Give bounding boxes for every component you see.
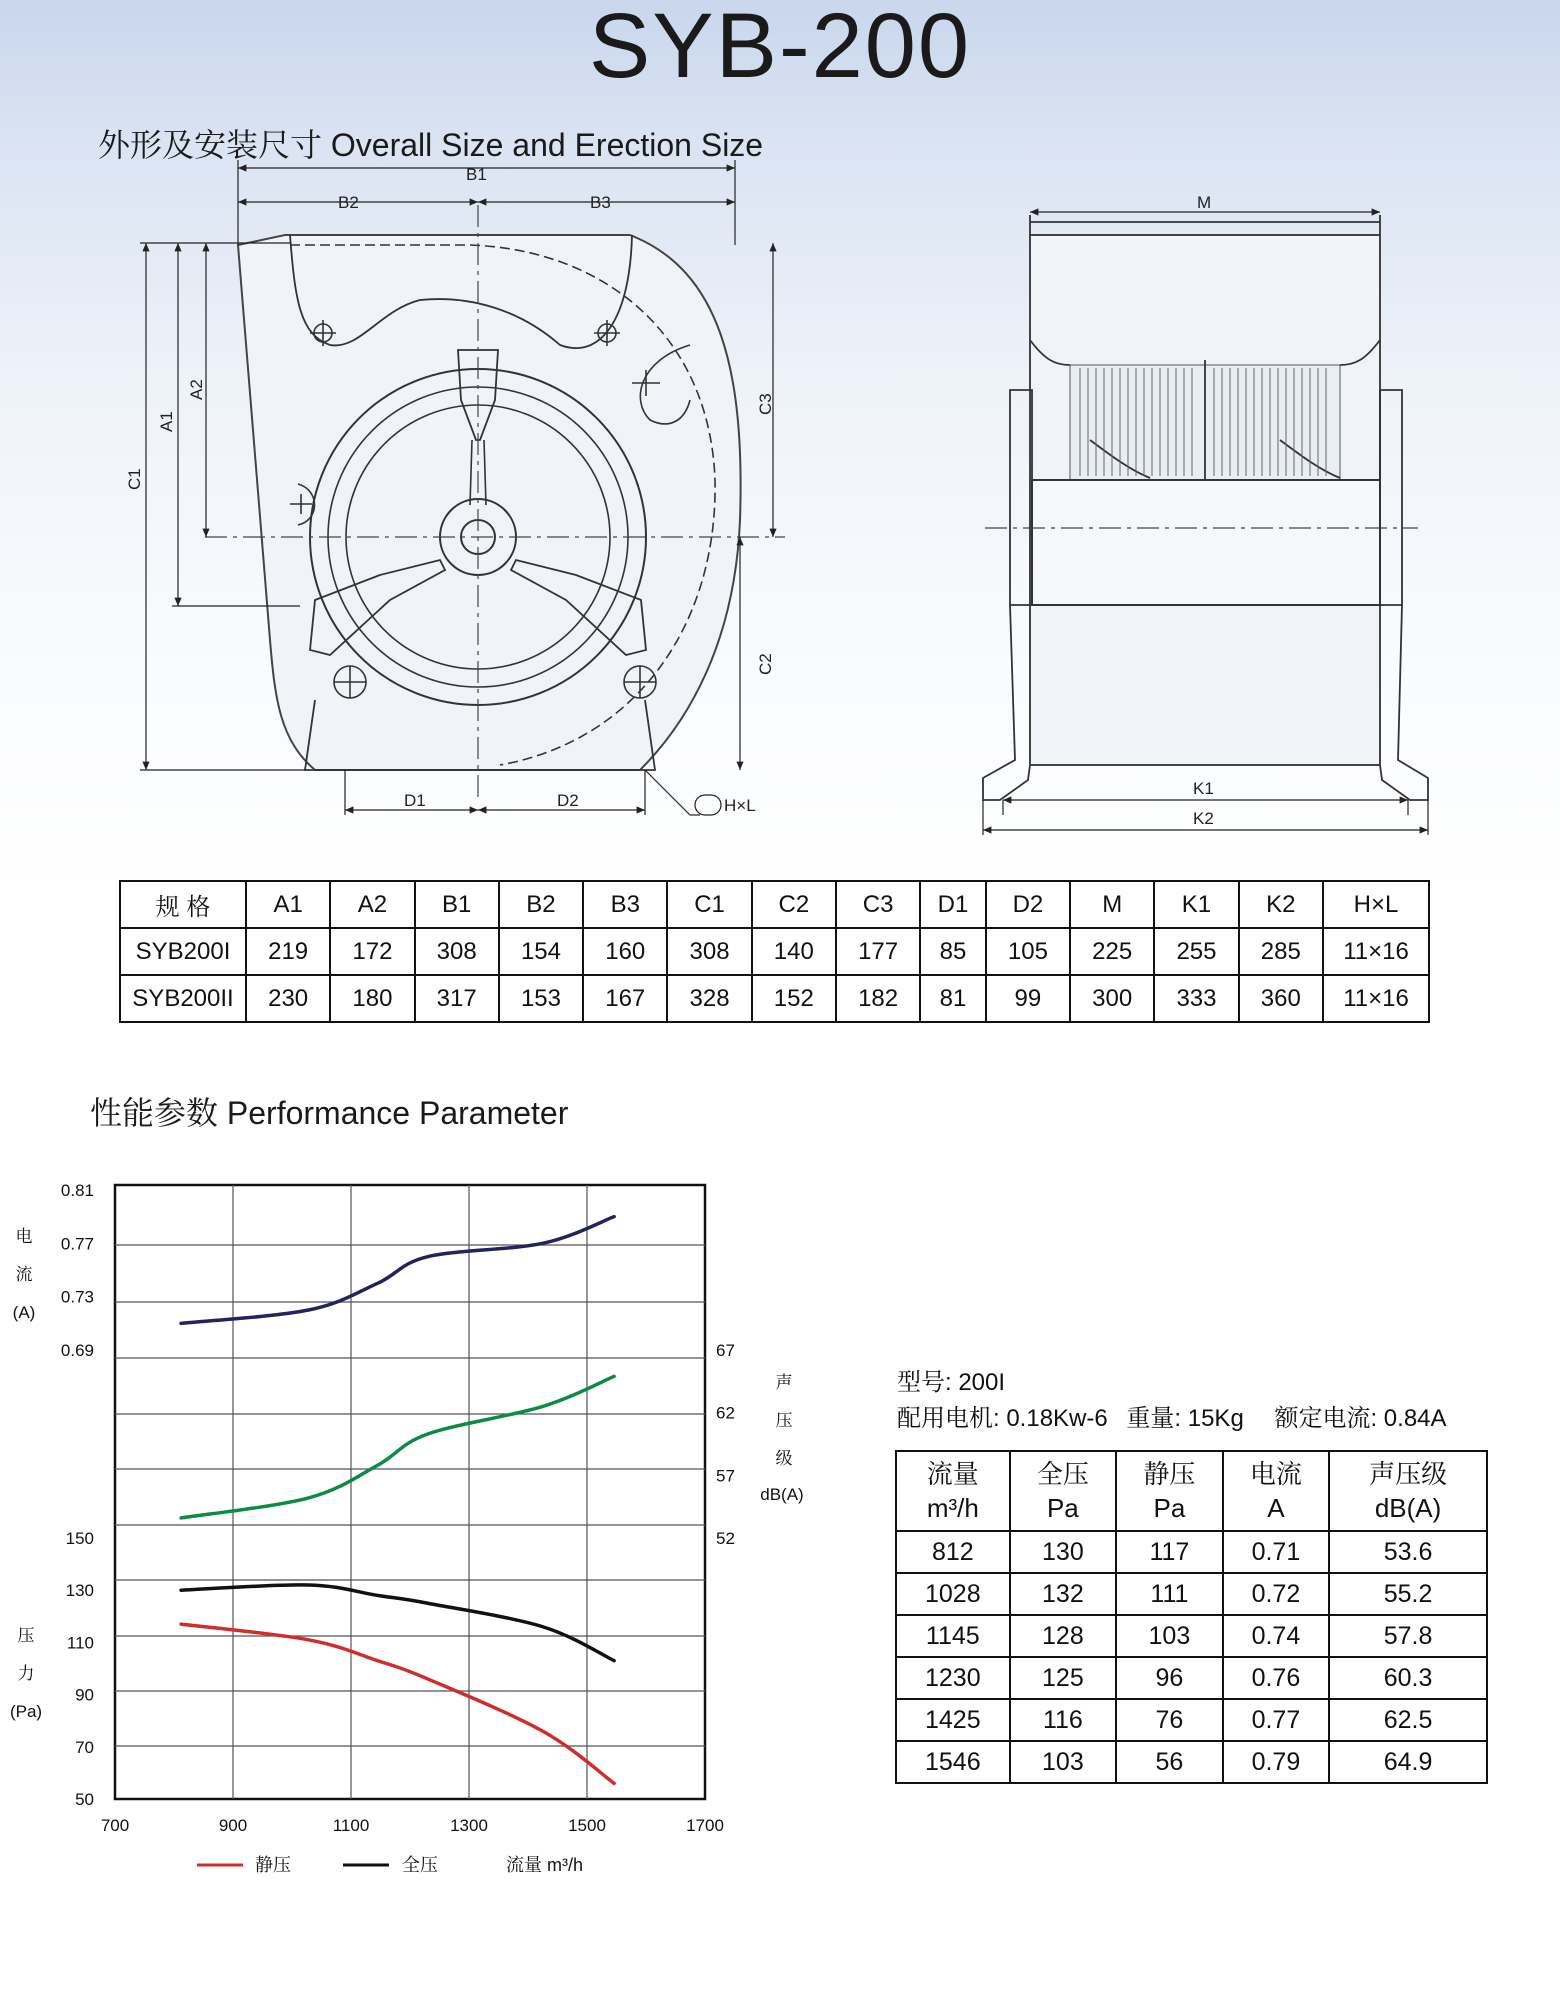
- table-cell: 132: [1010, 1573, 1117, 1615]
- header-cell: K1: [1154, 881, 1238, 928]
- header-cell: 规 格: [120, 881, 246, 928]
- sound-axis-label: 压: [775, 1411, 793, 1430]
- table-cell: 53.6: [1329, 1531, 1487, 1573]
- x-tick-label: 700: [100, 1816, 130, 1835]
- current-tick-label: 0.73: [60, 1287, 94, 1307]
- table-cell: 182: [836, 975, 920, 1022]
- pressure-tick-label: 130: [65, 1581, 94, 1601]
- motor-spec: 配用电机: 0.18Kw-6: [897, 1405, 1108, 1432]
- label-A2: A2: [187, 379, 206, 400]
- dimension-drawings: [0, 0, 1560, 870]
- x-tick-label: 900: [218, 1816, 248, 1835]
- header-cell: D2: [986, 881, 1070, 928]
- table-cell: 105: [986, 928, 1070, 975]
- label-HxL: H×L: [724, 796, 756, 815]
- table-cell: SYB200I: [120, 928, 246, 975]
- sound-axis-label: 声: [775, 1373, 793, 1392]
- performance-heading: 性能参数 Performance Parameter: [90, 1095, 569, 1131]
- table-cell: 99: [986, 975, 1070, 1022]
- table-row: [896, 1573, 1487, 1615]
- header-unit: Pa: [1046, 1493, 1079, 1523]
- table-cell: 128: [1010, 1615, 1117, 1657]
- x-tick-label: 1100: [332, 1816, 370, 1835]
- table-cell: 317: [415, 975, 499, 1022]
- header-cell: H×L: [1323, 881, 1429, 928]
- table-cell: 812: [896, 1531, 1010, 1573]
- label-C2: C2: [756, 653, 775, 675]
- label-B1: B1: [466, 165, 487, 184]
- header-cell: A2: [330, 881, 414, 928]
- x-tick-label: 1300: [450, 1816, 488, 1835]
- table-cell: 116: [1010, 1699, 1117, 1741]
- model-info: [897, 1365, 1447, 1437]
- table-cell: 1546: [896, 1741, 1010, 1783]
- table-cell: 96: [1116, 1657, 1223, 1699]
- weight-spec: 重量: 15Kg: [1126, 1405, 1244, 1432]
- table-cell: 255: [1154, 928, 1238, 975]
- current-tick-label: 0.69: [60, 1341, 94, 1360]
- label-D1: D1: [404, 791, 426, 810]
- label-A1: A1: [157, 411, 176, 432]
- table-row: [120, 975, 1429, 1022]
- table-cell: 219: [246, 928, 330, 975]
- header-line: 电流: [1249, 1459, 1302, 1489]
- table-cell: 1425: [896, 1699, 1010, 1741]
- performance-table: [895, 1450, 1488, 1784]
- table-row: [896, 1699, 1487, 1741]
- table-cell: 60.3: [1329, 1657, 1487, 1699]
- table-cell: 76: [1116, 1699, 1223, 1741]
- sound-axis-label: 级: [775, 1449, 793, 1468]
- current-tick-label: 0.77: [60, 1234, 94, 1254]
- header-cell: [896, 1451, 1010, 1531]
- label-M: M: [1197, 193, 1212, 212]
- current-axis-label: (A): [12, 1303, 36, 1322]
- header-cell: [1116, 1451, 1223, 1531]
- header-line: 声压级: [1369, 1459, 1448, 1489]
- table-cell: 153: [499, 975, 583, 1022]
- table-cell: 160: [583, 928, 667, 975]
- sound-axis-label: dB(A): [760, 1485, 804, 1504]
- sound-tick-label: 57: [716, 1466, 735, 1486]
- table-cell: 11×16: [1323, 975, 1429, 1022]
- table-cell: 1028: [896, 1573, 1010, 1615]
- header-cell: B3: [583, 881, 667, 928]
- pressure-tick-label: 150: [65, 1529, 94, 1548]
- table-cell: 167: [583, 975, 667, 1022]
- label-C3: C3: [756, 393, 775, 415]
- table-cell: 0.79: [1223, 1741, 1330, 1783]
- chart-legend: [197, 1855, 583, 1875]
- pressure-tick-label: 70: [75, 1737, 94, 1757]
- legend-label-total: 全压: [402, 1855, 438, 1875]
- x-tick-label: 1700: [686, 1816, 724, 1835]
- x-tick-label: 1500: [568, 1816, 606, 1835]
- sound-tick-label: 67: [716, 1341, 735, 1360]
- current-axis-label: 电: [15, 1227, 33, 1246]
- table-cell: 230: [246, 975, 330, 1022]
- table-cell: 285: [1239, 928, 1323, 975]
- header-line: 流量: [926, 1459, 979, 1489]
- table-cell: 0.72: [1223, 1573, 1330, 1615]
- sound-tick-label: 62: [716, 1403, 735, 1423]
- table-cell: 328: [667, 975, 751, 1022]
- header-line: 全压: [1036, 1459, 1089, 1489]
- pressure-tick-label: 50: [75, 1790, 94, 1809]
- header-cell: [1329, 1451, 1487, 1531]
- perf-table-header: [896, 1451, 1487, 1531]
- size-table-header: [120, 881, 1429, 928]
- table-cell: 140: [752, 928, 836, 975]
- table-cell: 56: [1116, 1741, 1223, 1783]
- pressure-tick-label: 110: [66, 1633, 94, 1653]
- header-cell: M: [1070, 881, 1154, 928]
- table-cell: 55.2: [1329, 1573, 1487, 1615]
- label-K2: K2: [1193, 809, 1214, 828]
- header-cell: B2: [499, 881, 583, 928]
- table-cell: 300: [1070, 975, 1154, 1022]
- table-cell: 180: [330, 975, 414, 1022]
- table-cell: 0.71: [1223, 1531, 1330, 1573]
- label-K1: K1: [1193, 779, 1214, 798]
- header-cell: K2: [1239, 881, 1323, 928]
- table-cell: 0.76: [1223, 1657, 1330, 1699]
- table-cell: 103: [1010, 1741, 1117, 1783]
- pressure-axis-label: 力: [17, 1664, 35, 1683]
- current-axis-label: 流: [15, 1265, 33, 1284]
- table-cell: 62.5: [1329, 1699, 1487, 1741]
- table-cell: 1145: [896, 1615, 1010, 1657]
- table-cell: 177: [836, 928, 920, 975]
- table-cell: 333: [1154, 975, 1238, 1022]
- header-cell: [1010, 1451, 1117, 1531]
- plot-frame: [115, 1185, 705, 1799]
- table-cell: 103: [1116, 1615, 1223, 1657]
- table-cell: 0.77: [1223, 1699, 1330, 1741]
- table-cell: 64.9: [1329, 1741, 1487, 1783]
- label-B3: B3: [590, 193, 611, 212]
- table-cell: 125: [1010, 1657, 1117, 1699]
- table-cell: 225: [1070, 928, 1154, 975]
- header-cell: C3: [836, 881, 920, 928]
- sound-tick-label: 52: [716, 1529, 735, 1548]
- pressure-tick-label: 90: [75, 1685, 94, 1705]
- header-cell: C2: [752, 881, 836, 928]
- model-line: 型号: 200I: [897, 1369, 1006, 1396]
- table-cell: 1230: [896, 1657, 1010, 1699]
- dimension-heading: 外形及安装尺寸 Overall Size and Erection Size: [98, 127, 764, 163]
- table-cell: 117: [1116, 1531, 1223, 1573]
- table-cell: 308: [667, 928, 751, 975]
- pressure-axis-label: (Pa): [9, 1702, 43, 1721]
- page-title: SYB-200: [588, 0, 972, 97]
- header-unit: A: [1267, 1493, 1285, 1523]
- legend-label-static: 静压: [255, 1855, 291, 1875]
- performance-chart: [0, 1160, 860, 1900]
- table-cell: 111: [1116, 1573, 1223, 1615]
- table-cell: 172: [330, 928, 414, 975]
- size-table: [119, 880, 1430, 1023]
- table-row: [896, 1531, 1487, 1573]
- table-cell: 154: [499, 928, 583, 975]
- header-line: 静压: [1143, 1459, 1196, 1489]
- table-cell: 0.74: [1223, 1615, 1330, 1657]
- table-row: [896, 1741, 1487, 1783]
- header-cell: B1: [415, 881, 499, 928]
- pressure-axis-label: 压: [17, 1626, 35, 1645]
- label-C1: C1: [125, 468, 144, 490]
- table-cell: 85: [920, 928, 986, 975]
- header-unit: m³/h: [926, 1493, 979, 1523]
- header-cell: D1: [920, 881, 986, 928]
- table-cell: 81: [920, 975, 986, 1022]
- front-view-drawing: [238, 235, 741, 770]
- table-row: [896, 1615, 1487, 1657]
- table-cell: 57.8: [1329, 1615, 1487, 1657]
- rated-current-spec: 额定电流: 0.84A: [1274, 1405, 1447, 1432]
- label-B2: B2: [338, 193, 359, 212]
- current-tick-label: 0.81: [60, 1181, 94, 1200]
- table-cell: 152: [752, 975, 836, 1022]
- table-cell: 130: [1010, 1531, 1117, 1573]
- table-cell: 308: [415, 928, 499, 975]
- table-row: [120, 928, 1429, 975]
- header-unit: Pa: [1153, 1493, 1186, 1523]
- table-cell: 360: [1239, 975, 1323, 1022]
- x-axis-label: 流量 m³/h: [506, 1855, 584, 1875]
- table-cell: SYB200II: [120, 975, 246, 1022]
- header-unit: dB(A): [1374, 1493, 1442, 1523]
- table-cell: 11×16: [1323, 928, 1429, 975]
- header-cell: C1: [667, 881, 751, 928]
- label-D2: D2: [557, 791, 579, 810]
- side-view-drawing: [983, 215, 1428, 800]
- header-cell: A1: [246, 881, 330, 928]
- spec-line: [897, 1401, 1447, 1437]
- header-cell: [1223, 1451, 1330, 1531]
- table-row: [896, 1657, 1487, 1699]
